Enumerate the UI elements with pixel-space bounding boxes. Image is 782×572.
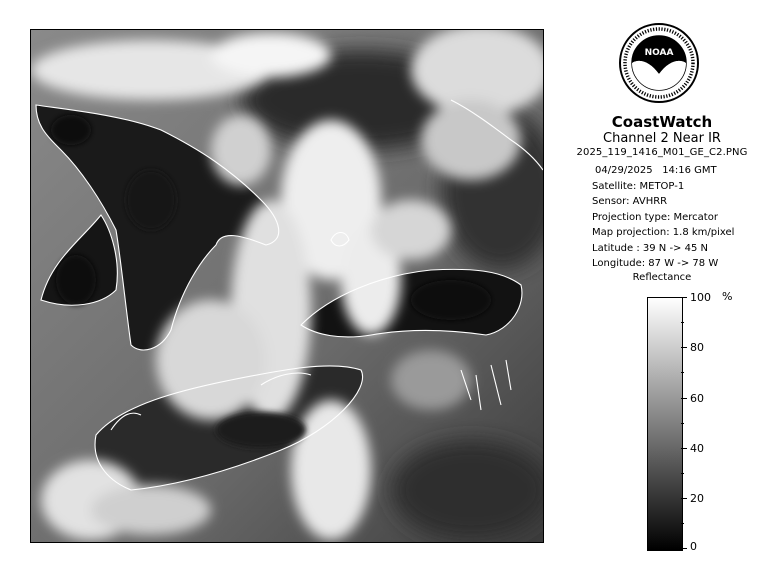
- colorbar-tick-label: 60: [690, 392, 704, 405]
- image-filename: 2025_119_1416_M01_GE_C2.PNG: [576, 147, 748, 158]
- date-time-line: [592, 163, 772, 179]
- metadata-block: [592, 163, 772, 272]
- sensor-line: Sensor: AVHRR: [592, 196, 668, 207]
- satellite-line: Satellite: METOP-1: [592, 180, 685, 192]
- colorbar-tick: [681, 398, 687, 399]
- colorbar-tick: [681, 297, 687, 298]
- colorbar-tick: [681, 448, 687, 449]
- colorbar-tick: [681, 548, 687, 549]
- date-value: 04/29/2025: [595, 165, 653, 176]
- colorbar-tick-label: 80: [690, 341, 704, 354]
- time-value: 14:16 GMT: [662, 165, 717, 176]
- colorbar-tick-label: 0: [690, 540, 697, 553]
- app-title: CoastWatch: [611, 113, 713, 131]
- colorbar-tick-label: 100: [690, 291, 711, 304]
- title-block: [562, 114, 762, 160]
- satellite-image: [30, 29, 544, 543]
- colorbar-tick-label: 20: [690, 492, 704, 505]
- logo-text: NOAA: [644, 48, 674, 58]
- colorbar-minor-tick: [681, 473, 684, 474]
- noaa-logo: [618, 22, 700, 104]
- reflectance-colorbar: [647, 297, 683, 551]
- latitude-line: Latitude : 39 N -> 45 N: [592, 242, 708, 254]
- colorbar-tick: [681, 498, 687, 499]
- colorbar-minor-tick: [681, 322, 684, 323]
- longitude-line: Longitude: 87 W -> 78 W: [592, 258, 719, 269]
- colorbar-label: Reflectance: [632, 272, 692, 283]
- colorbar-unit: %: [722, 290, 733, 303]
- colorbar-minor-tick: [681, 372, 684, 373]
- colorbar-tick-label: 40: [690, 442, 704, 455]
- channel-label: Channel 2 Near IR: [603, 131, 721, 146]
- colorbar-tick: [681, 347, 687, 348]
- map-projection-line: Map projection: 1.8 km/pixel: [592, 227, 735, 238]
- map-svg: [31, 30, 543, 542]
- colorbar-minor-tick: [681, 423, 684, 424]
- projection-type-line: Projection type: Mercator: [592, 211, 718, 223]
- colorbar-minor-tick: [681, 523, 684, 524]
